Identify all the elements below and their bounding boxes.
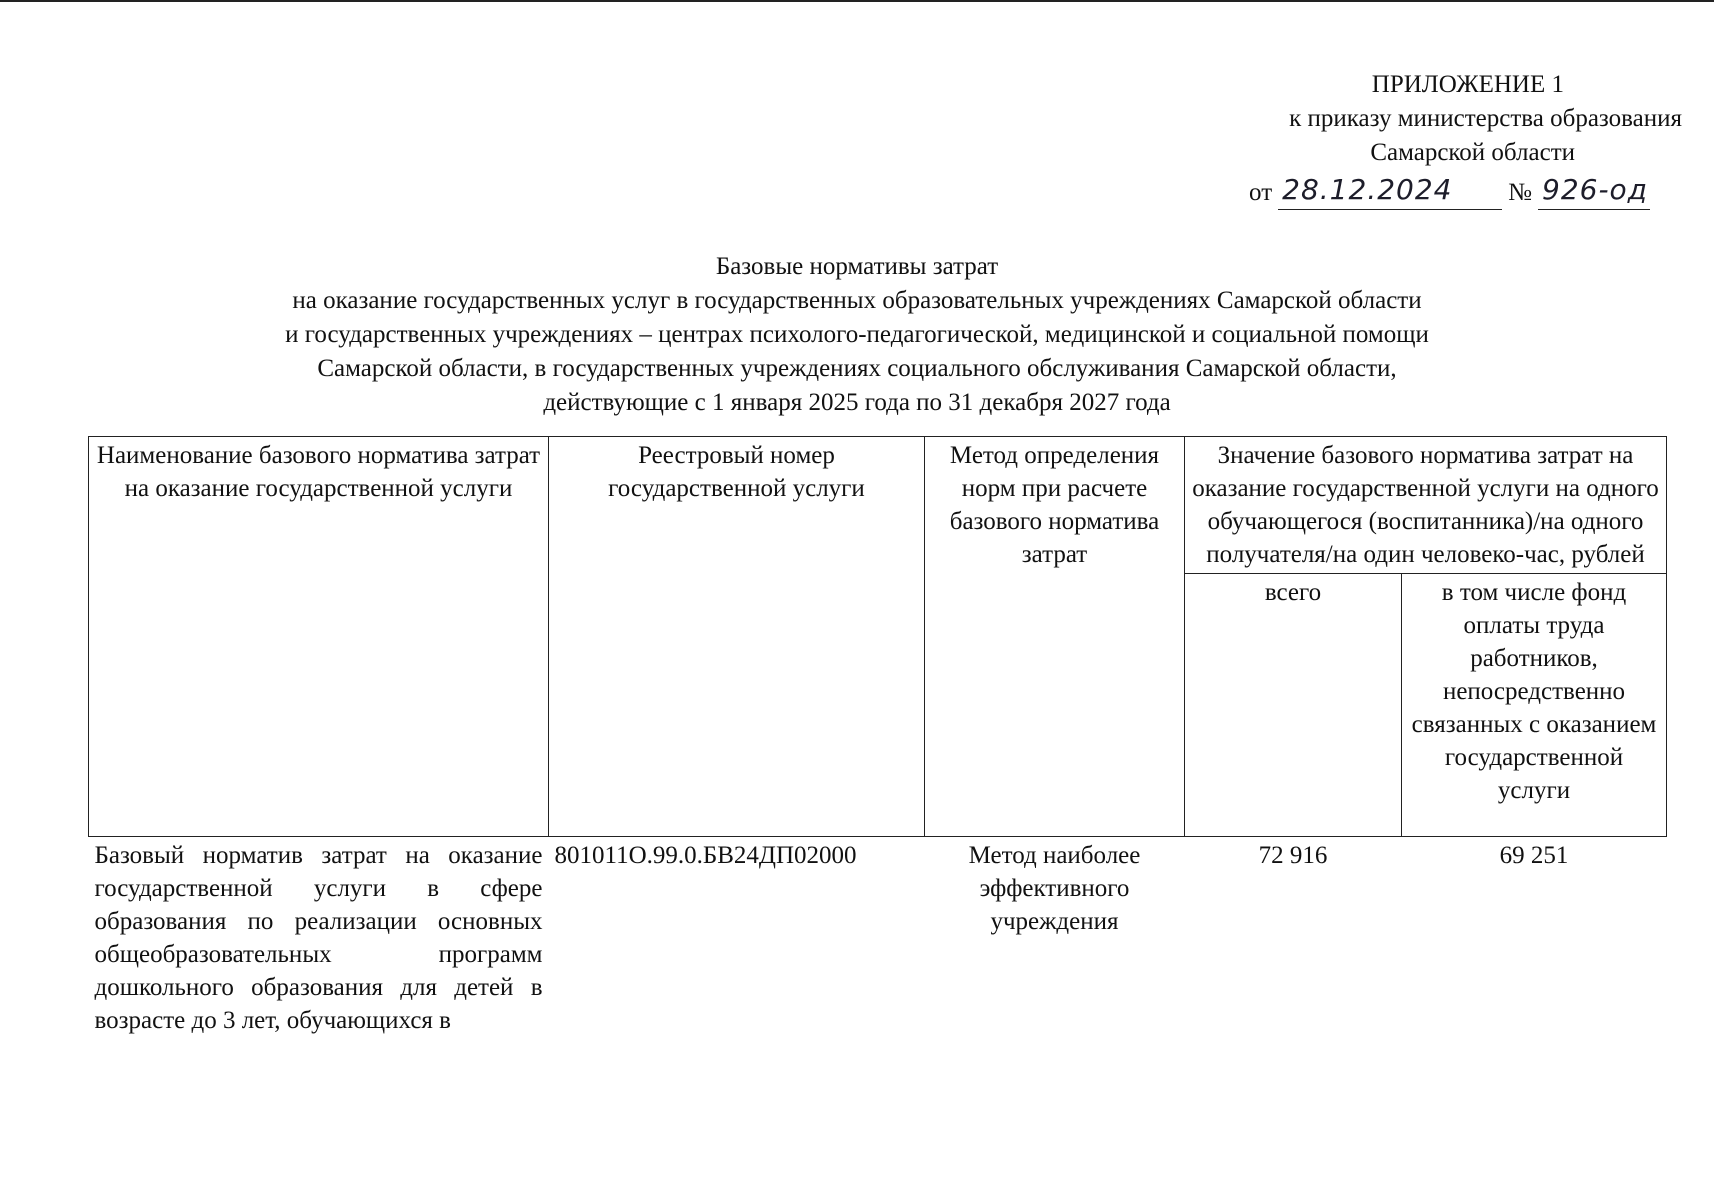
order-number-field: [1538, 173, 1650, 210]
document-title-line-5: действующие с 1 января 2025 года по 31 декабря 2027 года: [543, 389, 1171, 416]
order-number-handwritten: 926-од: [1542, 173, 1649, 206]
document-title-line-4: Самарской области, в государственных учреждениях социального обслуживания Самарской области,: [317, 355, 1397, 382]
row-registry-number: 801011О.99.0.БВ24ДП02000: [554, 842, 857, 869]
row-total-value: 72 916: [1258, 842, 1328, 869]
document-title-line-3: и государственных учреждениях – центрах психолого-педагогической, медицинской и социальной помощи: [285, 321, 1429, 348]
scan-edge-line: [0, 0, 1714, 2]
header-total: всего: [1185, 574, 1402, 837]
header-including-payroll: в том числе фонд оплаты труда работников, непосредственно связанных с оказанием государственной услуги: [1402, 574, 1667, 837]
appendix-title: ПРИЛОЖЕНИЕ 1: [1371, 71, 1564, 98]
row-payroll-value: 69 251: [1499, 842, 1569, 869]
header-registry-number: Реестровый номер государственной услуги: [549, 437, 925, 837]
table-row: [89, 837, 1667, 1040]
number-prefix: №: [1508, 179, 1532, 206]
header-service-name: Наименование базового норматива затрат на оказание государственной услуги: [89, 437, 549, 837]
document-title: [0, 250, 1714, 420]
document-title-line-2: на оказание государственных услуг в государственных образовательных учреждениях Самарской области: [292, 287, 1422, 314]
norms-table: [88, 436, 1667, 1039]
appendix-order-line: к приказу министерства образования: [1289, 105, 1682, 132]
norms-table-header: [89, 437, 1667, 837]
appendix-header: [1162, 68, 1682, 210]
header-norm-value-group: Значение базового норматива затрат на оказание государственной услуги на одного обучающегося (воспитанника)/на одного получателя/на один человеко-час, рублей: [1185, 437, 1667, 574]
appendix-region-line: Самарской области: [1370, 139, 1575, 166]
header-method: Метод определения норм при расчете базового норматива затрат: [925, 437, 1185, 837]
order-date-number-line: [1162, 170, 1682, 210]
row-method: Метод наиболее эффективного учреждения: [968, 842, 1141, 935]
date-prefix: от: [1249, 179, 1273, 206]
document-title-line-1: Базовые нормативы затрат: [715, 253, 999, 280]
row-service-name: Базовый норматив затрат на оказание государственной услуги в сфере образования по реализации основных общеобразовательных программ дошкольного образования для детей в возрасте до 3 лет, обучающихся в: [94, 842, 543, 1034]
order-date-field: [1278, 173, 1502, 210]
order-date-handwritten: 28.12.2024: [1282, 173, 1453, 206]
